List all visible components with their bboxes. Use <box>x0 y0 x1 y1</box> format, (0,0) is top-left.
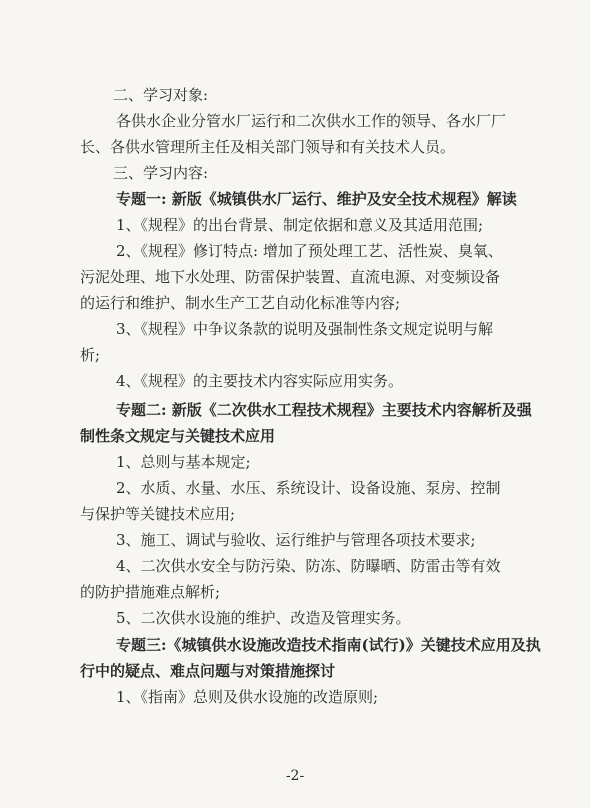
paragraph-line: 污泥处理、地下水处理、防雷保护装置、直流电源、对变频设备 <box>80 268 501 286</box>
topic-heading-3: 专题三:《城镇供水设施改造技术指南(试行)》关键技术应用及执 <box>116 636 541 654</box>
page-number: -2- <box>285 768 305 784</box>
list-item: 4、《规程》的主要技术内容实际应用实务。 <box>116 372 404 390</box>
list-item: 1、《规程》的出台背景、制定依据和意义及其适用范围; <box>116 216 484 234</box>
list-item: 4、二次供水安全与防污染、防冻、防曝晒、防雷击等有效 <box>116 557 501 575</box>
section-heading-learning-content: 三、学习内容: <box>113 164 209 182</box>
paragraph-line: 长、各供水管理所主任及相关部门领导和有关技术人员。 <box>80 138 456 156</box>
list-item: 5、二次供水设施的维护、改造及管理实务。 <box>116 609 411 627</box>
paragraph-line: 与保护等关键技术应用; <box>80 505 236 523</box>
topic-heading-1: 专题一: 新版《城镇供水厂运行、维护及安全技术规程》解读 <box>116 190 517 208</box>
section-heading-learning-target: 二、学习对象: <box>113 86 209 104</box>
paragraph-line: 的运行和维护、制水生产工艺自动化标准等内容; <box>80 294 401 312</box>
list-item: 1、总则与基本规定; <box>116 453 251 471</box>
paragraph-line: 各供水企业分管水厂运行和二次供水工作的领导、各水厂厂 <box>116 112 507 130</box>
list-item: 3、《规程》中争议条款的说明及强制性条文规定说明与解 <box>116 320 494 338</box>
list-item: 1、《指南》总则及供水设施的改造原则; <box>116 688 379 706</box>
paragraph-line: 的防护措施难点解析; <box>80 583 221 601</box>
paragraph-line: 行中的疑点、难点问题与对策措施探讨 <box>80 662 336 680</box>
list-item: 2、水质、水量、水压、系统设计、设备设施、泵房、控制 <box>116 479 501 497</box>
paragraph-line: 析; <box>80 346 101 364</box>
topic-heading-2: 专题二: 新版《二次供水工程技术规程》主要技术内容解析及强 <box>116 401 532 419</box>
paragraph-line: 制性条文规定与关键技术应用 <box>80 427 276 445</box>
list-item: 2、《规程》修订特点: 增加了预处理工艺、活性炭、臭氧、 <box>116 242 503 260</box>
list-item: 3、施工、调试与验收、运行维护与管理各项技术要求; <box>116 531 476 549</box>
